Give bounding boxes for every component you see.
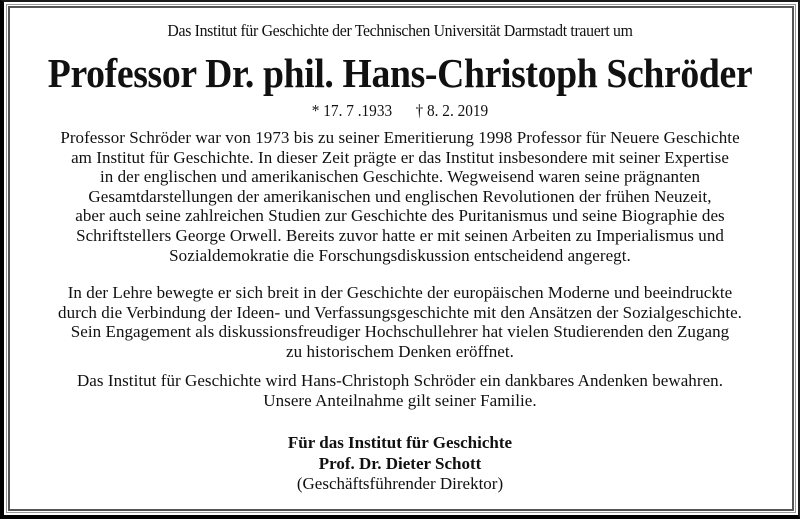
text-line: Sozialdemokratie die Forschungsdiskussion entscheidend angeregt. — [169, 245, 631, 265]
deceased-name: Professor Dr. phil. Hans-Christoph Schröder — [47, 50, 753, 96]
signature-block — [0, 433, 800, 495]
text-line: In der Lehre bewegte er sich breit in der Geschichte der europäischen Moderne und beeindruckte — [67, 283, 733, 302]
paragraph-teaching — [24, 283, 776, 361]
text-line: Das Institut für Geschichte wird Hans-Christoph Schröder ein dankbares Andenken bewahren. — [76, 371, 724, 390]
death-cross-icon: † — [415, 101, 424, 120]
text-line: in der englischen und amerikanischen Geschichte. Wegweisend waren seine prägnanten — [99, 167, 701, 187]
signature-organization: Für das Institut für Geschichte — [287, 433, 513, 452]
birth-star-icon: * — [311, 101, 320, 120]
life-dates — [40, 101, 760, 121]
paragraph-career — [24, 128, 776, 265]
signature-signer: Prof. Dr. Dieter Schott — [318, 453, 482, 473]
text-line: Schriftstellers George Orwell. Bereits zuvor hatte er mit seinen Arbeiten zu Imperialismus und — [76, 225, 724, 245]
death-date: 8. 2. 2019 — [427, 101, 489, 120]
notice-header: Das Institut für Geschichte der Technischen Universität Darmstadt trauert um — [167, 21, 633, 40]
text-line: Unsere Anteilnahme gilt seiner Familie. — [263, 390, 537, 410]
paragraph-remembrance — [24, 371, 776, 410]
text-line: durch die Verbindung der Ideen- und Verfassungsgeschichte mit den Ansätzen der Sozialgeschichte. — [58, 302, 742, 322]
text-line: aber auch seine zahlreichen Studien zur Geschichte des Puritanismus und seine Biographie des — [75, 206, 725, 226]
signature-role: (Geschäftsführender Direktor) — [296, 474, 504, 493]
text-line: zu historischem Denken eröffnet. — [286, 341, 514, 361]
birth-date: 17. 7 .1933 — [323, 101, 393, 120]
text-line: am Institut für Geschichte. In dieser Zeit prägte er das Institut insbesondere mit seiner Expertise — [71, 147, 729, 167]
text-line: Professor Schröder war von 1973 bis zu seiner Emeritierung 1998 Professor für Neuere Geschichte — [60, 128, 740, 147]
text-line: Gesamtdarstellungen der amerikanischen und englischen Revolutionen der frühen Neuzeit, — [88, 186, 712, 206]
text-line: Sein Engagement als diskussionsfreudiger Hochschullehrer hat vielen Studierenden den Zugang — [70, 322, 730, 342]
